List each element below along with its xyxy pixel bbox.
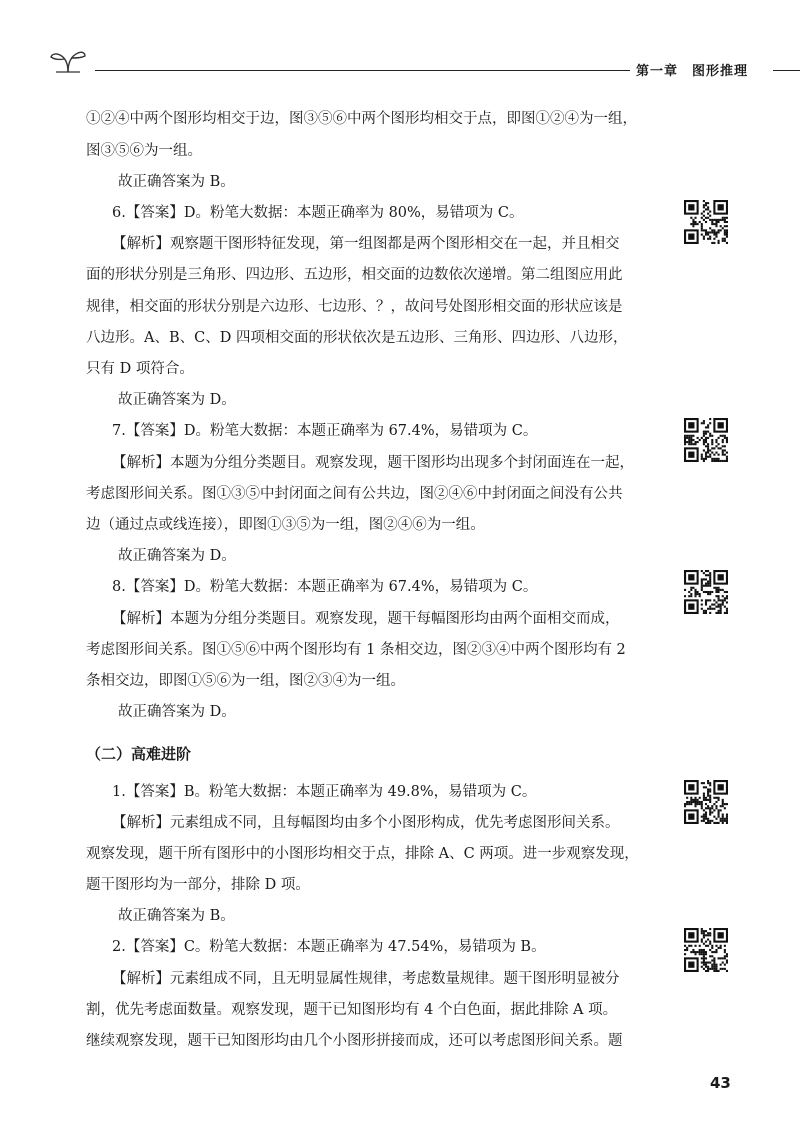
text-line: 面的形状分别是三角形、四边形、五边形，相交面的边数依次递增。第二组图应用此 xyxy=(86,267,623,283)
header-rule-left xyxy=(95,70,630,71)
page-number: 43 xyxy=(710,1074,731,1092)
qr-code-icon[interactable] xyxy=(684,418,728,462)
answer-heading: 1.【答案】B。粉笔大数据：本题正确率为 49.8%，易错项为 C。 xyxy=(112,784,537,800)
answer-line: 故正确答案为 D。 xyxy=(118,548,236,564)
analysis-line: 【解析】元素组成不同，且每幅图均由多个小图形构成，优先考虑图形间关系。 xyxy=(112,815,620,831)
text-line: 继续观察发现，题干已知图形均由几个小图形拼接而成，还可以考虑图形间关系。题 xyxy=(86,1033,623,1049)
analysis-line: 【解析】元素组成不同，且无明显属性规律，考虑数量规律。题干图形明显被分 xyxy=(112,971,620,987)
qr-code-icon[interactable] xyxy=(684,200,728,244)
answer-line: 故正确答案为 B。 xyxy=(118,174,235,190)
text-line: 规律，相交面的形状分别是六边形、七边形、？，故问号处图形相交面的形状应该是 xyxy=(86,299,623,315)
answer-line: 故正确答案为 B。 xyxy=(118,908,235,924)
text-line: 条相交边，即图①⑤⑥为一组，图②③④为一组。 xyxy=(86,673,405,689)
text-line: 观察发现，题干所有图形中的小图形均相交于点，排除 A、C 两项。进一步观察发现， xyxy=(86,846,639,862)
qr-code-icon[interactable] xyxy=(684,780,728,824)
analysis-line: 【解析】本题为分组分类题目。观察发现，题干图形均出现多个封闭面连在一起， xyxy=(112,455,634,471)
text-line: 题干图形均为一部分，排除 D 项。 xyxy=(86,877,310,893)
answer-line: 故正确答案为 D。 xyxy=(118,392,236,408)
answer-heading: 8.【答案】D。粉笔大数据：本题正确率为 67.4%，易错项为 C。 xyxy=(112,579,538,595)
text-line: 八边形。A、B、C、D 四项相交面的形状依次是五边形、三角形、四边形、八边形， xyxy=(86,330,628,346)
chapter-title xyxy=(636,60,748,79)
answer-line: 故正确答案为 D。 xyxy=(118,704,236,720)
running-header xyxy=(40,40,800,80)
sprout-logo-icon xyxy=(50,48,86,74)
answer-heading: 7.【答案】D。粉笔大数据：本题正确率为 67.4%，易错项为 C。 xyxy=(112,423,538,439)
answer-heading: 2.【答案】C。粉笔大数据：本题正确率为 47.54%，易错项为 B。 xyxy=(112,939,546,955)
chapter-name: 图形推理 xyxy=(692,64,749,79)
qr-code-icon[interactable] xyxy=(684,570,728,614)
chapter-number: 第一章 xyxy=(636,64,679,79)
analysis-line: 【解析】本题为分组分类题目。观察发现，题干每幅图形均由两个面相交而成， xyxy=(112,611,620,627)
qr-code-icon[interactable] xyxy=(684,928,728,972)
answer-heading: 6.【答案】D。粉笔大数据：本题正确率为 80%，易错项为 C。 xyxy=(112,205,524,221)
text-line: 割，优先考虑面数量。观察发现，题干已知图形均有 4 个白色面，据此排除 A 项。 xyxy=(86,1002,618,1018)
text-line: ①②④中两个图形均相交于边，图③⑤⑥中两个图形均相交于点，即图①②④为一组， xyxy=(86,111,637,127)
text-line: 边（通过点或线连接），即图①③⑤为一组，图②④⑥为一组。 xyxy=(86,517,485,533)
text-line: 考虑图形间关系。图①③⑤中封闭面之间有公共边，图②④⑥中封闭面之间没有公共 xyxy=(86,486,623,502)
analysis-line: 【解析】观察题干图形特征发现，第一组图都是两个图形相交在一起，并且相交 xyxy=(112,236,620,252)
text-line: 图③⑤⑥为一组。 xyxy=(86,143,202,159)
text-line: 只有 D 项符合。 xyxy=(86,361,194,377)
text-line: 考虑图形间关系。图①⑤⑥中两个图形均有 1 条相交边，图②③④中两个图形均有 2 xyxy=(86,642,626,658)
header-rule-right xyxy=(773,70,800,71)
section-title: （二）高难进阶 xyxy=(86,745,192,763)
